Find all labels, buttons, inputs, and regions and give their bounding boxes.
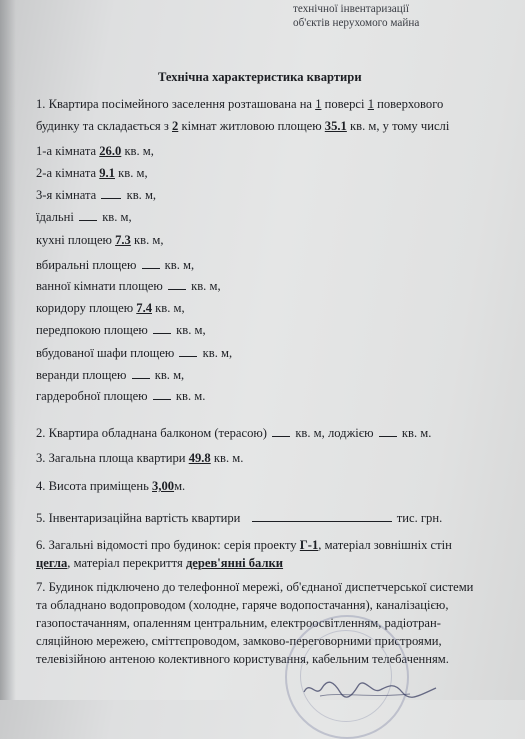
room-3-blank (101, 188, 121, 199)
rooms-count-value: 2 (172, 119, 179, 133)
section-7-line-2: та обладнано водопроводом (холодне, гаряче водопостачання), каналізацією, (36, 598, 449, 612)
corridor-line: коридору площею 7.4 кв. м, (36, 301, 185, 315)
wall-material-value: цегла (36, 556, 68, 570)
official-stamp-inner-ring (300, 630, 392, 722)
section-3-line: 3. Загальна площа квартири 49.8 кв. м. (36, 451, 244, 465)
closet-line: вбудованої шафи площею кв. м, (36, 346, 233, 360)
hall-blank (153, 323, 171, 334)
veranda-blank (132, 368, 150, 379)
section-6-line-2: цегла, матеріал перекриття дерев'янні балки (36, 556, 284, 570)
section-4-line: 4. Висота приміщень 3,00м. (36, 479, 186, 493)
project-series-value: Г-1 (299, 538, 319, 552)
wardrobe-blank (153, 389, 171, 400)
document-title: Технічна характеристика квартири (158, 70, 362, 84)
section-7-line-4: сляційною мережею, сміттєпроводом, замково-переговорними пристроями, (36, 634, 442, 648)
signature-scribble (300, 678, 440, 700)
section-5-line: 5. Інвентаризаційна вартість квартири тис. грн. (36, 511, 443, 525)
header-line-1: технічної інвентаризації (293, 3, 409, 15)
bath-blank (168, 279, 186, 290)
valuation-blank (252, 511, 392, 522)
loggia-blank (379, 426, 397, 437)
dining-blank (79, 210, 97, 221)
closet-blank (179, 346, 197, 357)
wardrobe-line: гардеробної площею кв. м. (36, 389, 206, 403)
total-area-value: 49.8 (188, 451, 211, 465)
wc-line: вбиральні площею кв. м, (36, 258, 195, 272)
section-7-line-3: газопостачанням, опаленням центральним, електроосвітленням, радіотран- (36, 616, 441, 630)
section-7-line-1: 7. Будинок підключено до телефонної мережі, об'єднаної диспетчерської системи (36, 580, 474, 594)
room-1-line: 1-а кімната 26.0 кв. м, (36, 144, 154, 158)
floors-count-value: 1 (367, 97, 374, 111)
room-2-area-value: 9.1 (99, 166, 115, 180)
floor-value: 1 (315, 97, 322, 111)
kitchen-line: кухні площею 7.3 кв. м, (36, 233, 164, 247)
balcony-blank (272, 426, 290, 437)
section-2-line: 2. Квартира обладнана балконом (терасою) кв. м, лоджією кв. м. (36, 426, 432, 440)
wc-blank (142, 258, 160, 269)
room-2-line: 2-а кімната 9.1 кв. м, (36, 166, 148, 180)
room-3-line: 3-я кімната кв. м, (36, 188, 157, 202)
page-edge-shadow (0, 0, 16, 700)
bath-line: ванної кімнати площею кв. м, (36, 279, 221, 293)
hall-line: передпокою площею кв. м, (36, 323, 206, 337)
veranda-line: веранди площею кв. м, (36, 368, 185, 382)
ceiling-height-value: 3,00 (152, 479, 175, 493)
corridor-area-value: 7.4 (136, 301, 153, 315)
room-1-area-value: 26.0 (99, 144, 122, 158)
kitchen-area-value: 7.3 (115, 233, 131, 247)
section-6-line-1: 6. Загальні відомості про будинок: серія проекту Г-1, матеріал зовнішніх стін (36, 538, 452, 552)
dining-line: їдальні кв. м, (36, 210, 132, 224)
section-1-line-1: 1. Квартира посімейного заселення розташована на 1 поверсі 1 поверхового (36, 97, 444, 111)
section-1-line-2: будинку та складається з 2 кімнат житловою площею 35.1 кв. м, у тому числі (36, 119, 450, 133)
living-area-value: 35.1 (324, 119, 347, 133)
header-line-2: об'єктів нерухомого майна (293, 17, 420, 29)
section-7-line-5: телевізійною антеною колективного користування, кабельним телебаченням. (36, 652, 449, 666)
floor-material-value: дерев'янні балки (185, 556, 284, 570)
